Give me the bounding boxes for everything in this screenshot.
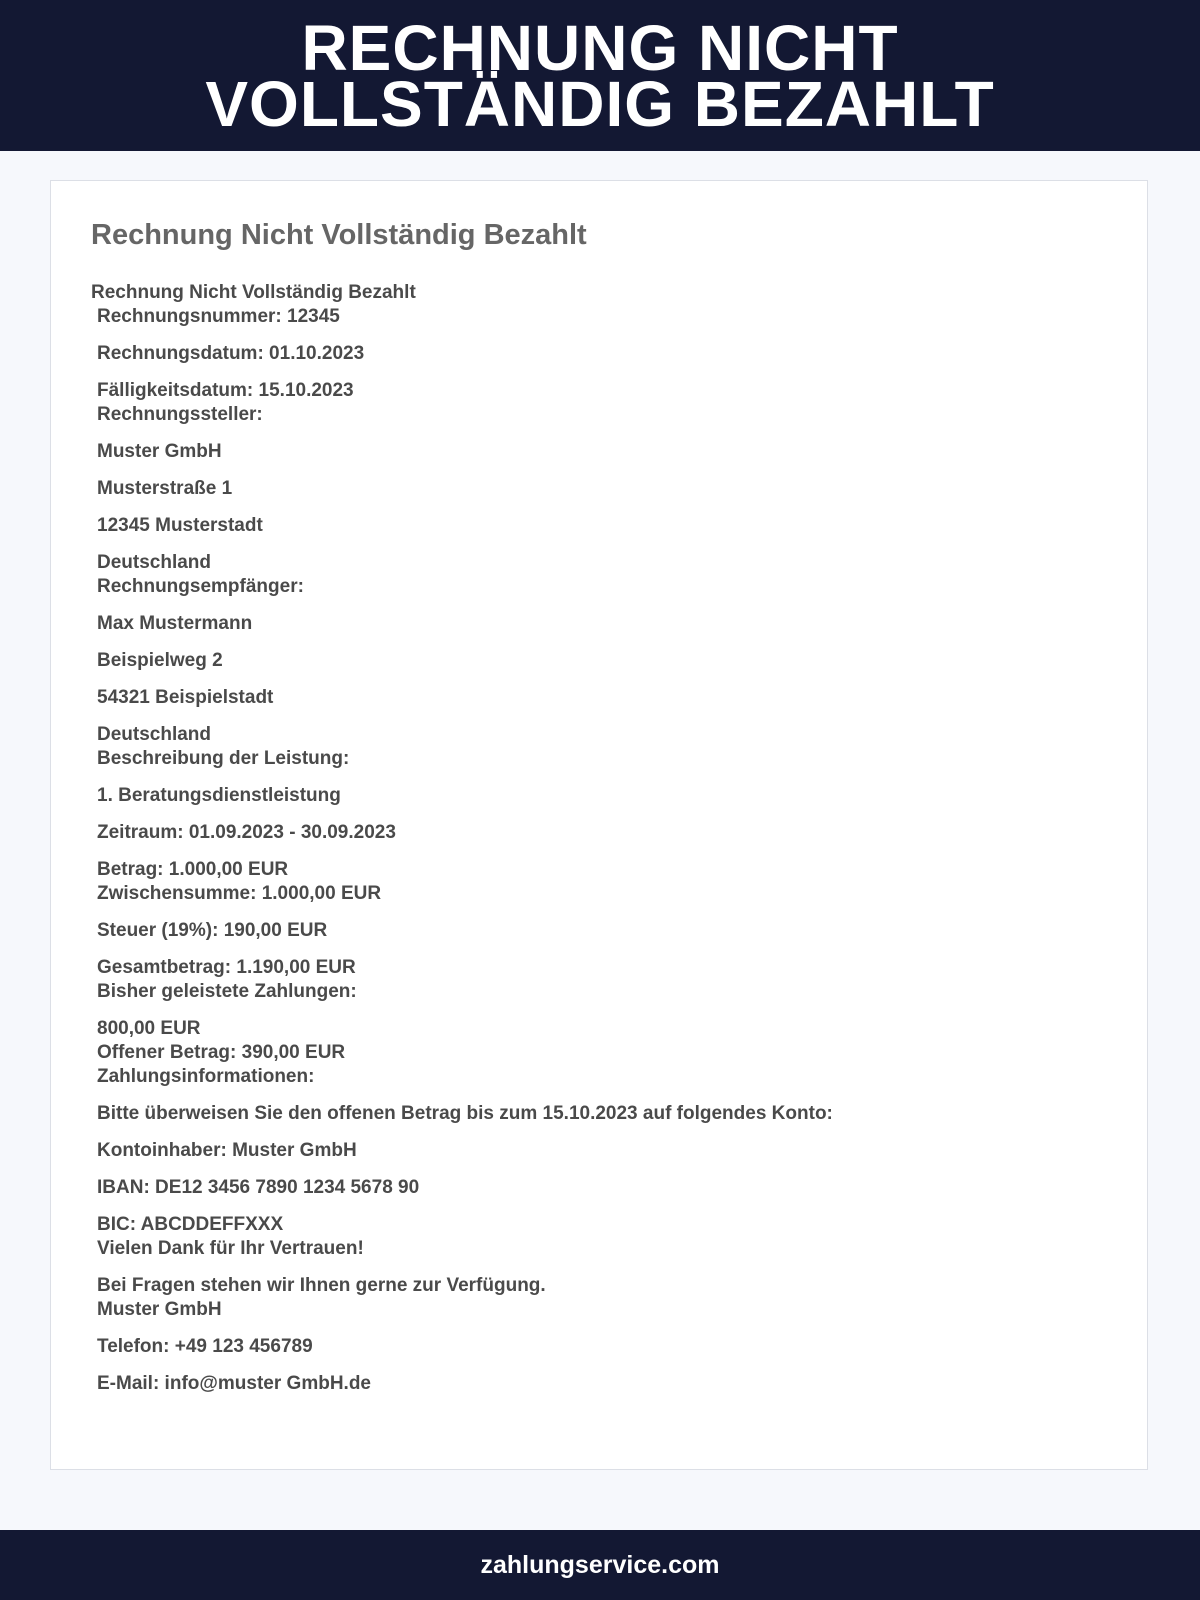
footer-site-link[interactable]: zahlungservice.com <box>480 1550 720 1579</box>
bic: BIC: ABCDDEFFXXX <box>97 1214 284 1235</box>
recipient-street: Beispielweg 2 <box>97 650 223 671</box>
payments-amount: 800,00 EUR <box>97 1018 201 1039</box>
recipient-section <box>91 575 1091 747</box>
contact-email: E-Mail: info@muster GmbH.de <box>97 1373 371 1394</box>
tax: Steuer (19%): 190,00 EUR <box>97 920 328 941</box>
open-amount: Offener Betrag: 390,00 EUR <box>97 1042 346 1063</box>
recipient-city: 54321 Beispielstadt <box>97 687 274 708</box>
due-date: Fälligkeitsdatum: 15.10.2023 <box>97 380 354 401</box>
grand-total: Gesamtbetrag: 1.190,00 EUR <box>97 957 356 978</box>
bottom-banner <box>0 1530 1200 1600</box>
service-label: Beschreibung der Leistung: <box>97 748 350 769</box>
service-item: 1. Beratungsdienstleistung <box>97 785 341 806</box>
invoice-card <box>50 180 1148 1470</box>
service-section <box>91 747 1091 882</box>
payments-section <box>91 980 1091 1041</box>
top-banner <box>0 0 1200 151</box>
issuer-section <box>91 403 1091 575</box>
payment-info-label: Zahlungsinformationen: <box>97 1066 315 1087</box>
contact-section <box>91 1298 1091 1396</box>
invoice-meta-section <box>91 305 1091 403</box>
payment-info-section <box>91 1065 1091 1237</box>
totals-section <box>91 882 1091 980</box>
open-amount-section <box>91 1041 1091 1065</box>
contact-company: Muster GmbH <box>97 1299 222 1320</box>
questions-text: Bei Fragen stehen wir Ihnen gerne zur Verfügung. <box>97 1275 546 1296</box>
recipient-label: Rechnungsempfänger: <box>97 576 304 597</box>
issuer-street: Musterstraße 1 <box>97 478 233 499</box>
contact-phone: Telefon: +49 123 456789 <box>97 1336 313 1357</box>
invoice-date: Rechnungsdatum: 01.10.2023 <box>97 343 365 364</box>
closing-section <box>91 1237 1091 1298</box>
service-amount: Betrag: 1.000,00 EUR <box>97 859 289 880</box>
invoice-heading: Rechnung Nicht Vollständig Bezahlt <box>91 282 416 303</box>
issuer-label: Rechnungssteller: <box>97 404 263 425</box>
issuer-name: Muster GmbH <box>97 441 222 462</box>
subtotal: Zwischensumme: 1.000,00 EUR <box>97 883 382 904</box>
recipient-name: Max Mustermann <box>97 613 253 634</box>
invoice-body <box>91 281 1091 1396</box>
payment-instruction: Bitte überweisen Sie den offenen Betrag bis zum 15.10.2023 auf folgendes Konto: <box>97 1103 833 1124</box>
recipient-country: Deutschland <box>97 724 212 745</box>
iban: IBAN: DE12 3456 7890 1234 5678 90 <box>97 1177 420 1198</box>
issuer-city: 12345 Musterstadt <box>97 515 263 536</box>
payments-label: Bisher geleistete Zahlungen: <box>97 981 357 1002</box>
service-period: Zeitraum: 01.09.2023 - 30.09.2023 <box>97 822 396 843</box>
thanks-text: Vielen Dank für Ihr Vertrauen! <box>97 1238 364 1259</box>
issuer-country: Deutschland <box>97 552 212 573</box>
banner-title-line-1: RECHNUNG NICHT <box>301 11 899 84</box>
banner-title-line-2: VOLLSTÄNDIG BEZAHLT <box>205 67 995 140</box>
invoice-title: Rechnung Nicht Vollständig Bezahlt <box>91 219 587 251</box>
invoice-number: Rechnungsnummer: 12345 <box>97 306 340 327</box>
account-holder: Kontoinhaber: Muster GmbH <box>97 1140 357 1161</box>
